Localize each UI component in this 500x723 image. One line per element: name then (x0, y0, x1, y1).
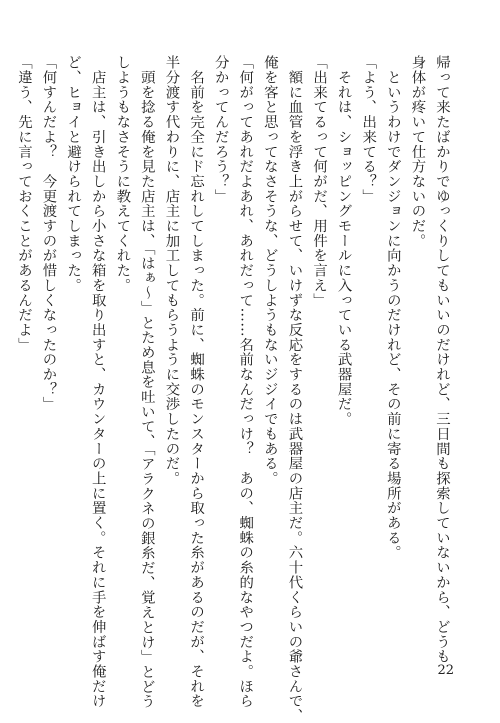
text-line: 「違う、先に言っておくことがあるんだよ」 (15, 55, 32, 352)
page-number: 22 (437, 663, 454, 678)
text-line: 分かってんだろう？」 (212, 55, 229, 204)
text-line: 身体が疼いて仕方ないのだ。 (409, 55, 426, 249)
text-line: 「何すんだよ？ 今更渡すのが惜しくなったのか？」 (40, 55, 57, 412)
text-line: 半分渡す代わりに、店主に加工してもらうように交渉したのだ。 (163, 55, 180, 486)
text-line: 「何がってあれだよあれ、あれだって……名前なんだっけ？ あの、蜘蛛の糸的なやつだよ。ほら (237, 55, 254, 709)
text-line: 俺を客と思ってなさそうな、どうしようもないジジイでもある。 (261, 55, 278, 486)
text-line: というわけでダンジョンに向かうのだけれど、その前に寄る場所がある。 (384, 55, 401, 560)
text-line: 額に血管を浮き上がらせて、いけずな反応をするのは武器屋の店主だ。六十代くらいの爺さんで、 (286, 55, 303, 723)
text-line: 名前を完全にド忘れしてしまった。前に、蜘蛛のモンスターから取った糸があるのだが、それを (188, 55, 205, 709)
text-line: ど、ヒョイと避けられてしまった。 (65, 55, 82, 293)
text-line: 店主は、引き出しから小さな箱を取り出すと、カウンターの上に置く。それに手を伸ばす俺だけ (89, 55, 106, 709)
text-line: 「出来てるって何がだ、用件を言え」 (311, 55, 328, 308)
text-line: 「よう、出来てる？」 (360, 55, 377, 204)
text-line: 頭を捻る俺を見た店主は、「はぁ～」とため息を吐いて、「アラクネの銀糸だ、覚えとけ」とどう (138, 55, 155, 709)
text-line: それは、ショッピングモールに入っている武器屋だ。 (335, 55, 352, 427)
text-line: しようもなさそうに教えてくれた。 (114, 55, 131, 293)
text-line: 帰って来たばかりでゆっくりしてもいいのだけれど、三日間も探索していないから、どうも (434, 55, 450, 664)
